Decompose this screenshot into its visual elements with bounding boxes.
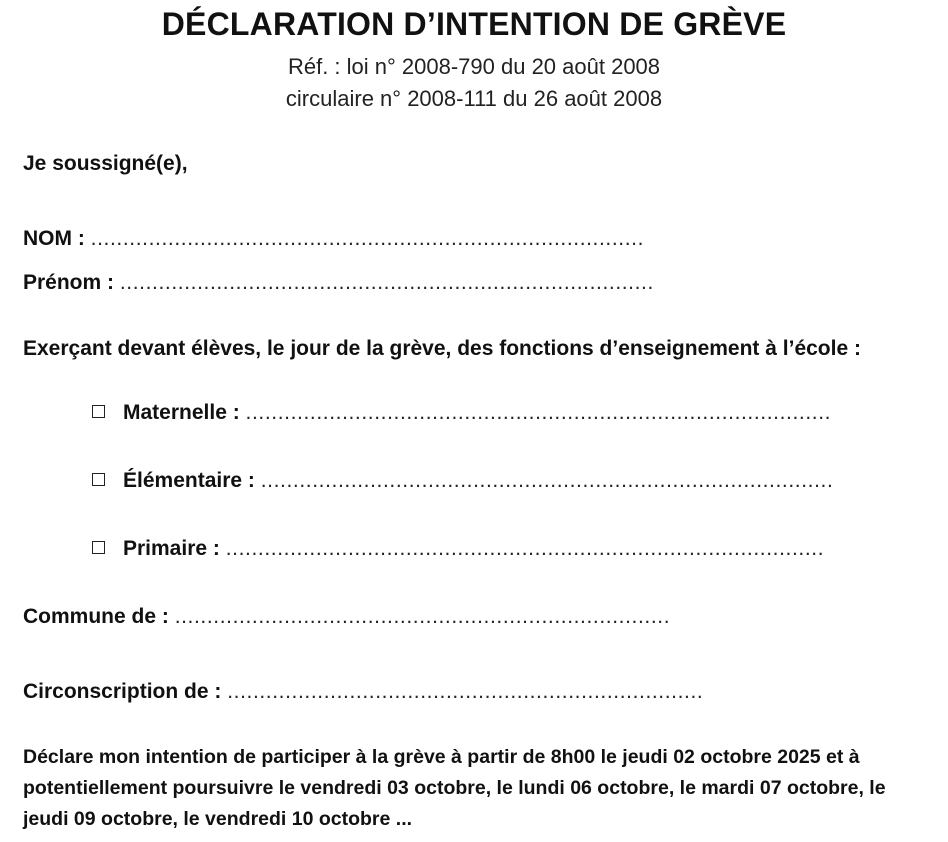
- nom-label: NOM :: [23, 227, 85, 250]
- elementaire-option[interactable]: [92, 469, 833, 493]
- primaire-dotted-line[interactable]: .............................................................................................: [225, 537, 825, 560]
- maternelle-dotted-line[interactable]: ...........................................................................................: [245, 401, 832, 424]
- maternelle-label: Maternelle :: [123, 401, 240, 424]
- prenom-field[interactable]: [23, 271, 654, 295]
- elementaire-label: Élémentaire :: [123, 469, 255, 492]
- reference-circular: circulaire n° 2008-111 du 26 août 2008: [285, 86, 663, 111]
- elementaire-checkbox[interactable]: [92, 473, 105, 486]
- exercant-statement: Exerçant devant élèves, le jour de la grève, des fonctions d’enseignement à l’école :: [23, 337, 861, 360]
- prenom-label: Prénom :: [23, 271, 115, 294]
- declaration-paragraph: Déclare mon intention de participer à la grève à partir de 8h00 le jeudi 02 octobre 2025 et à potentiellement poursuivre le vendredi 03 octobre, le lundi 06 octobre, le mardi 07 octobre, le jeudi 09 octobre, le vendredi 10 octobre ...: [23, 746, 886, 830]
- commune-dotted-line[interactable]: .............................................................................: [174, 605, 671, 628]
- nom-field[interactable]: [23, 227, 644, 251]
- nom-dotted-line[interactable]: ......................................................................................: [90, 227, 645, 250]
- elementaire-dotted-line[interactable]: .........................................................................................: [260, 469, 834, 492]
- maternelle-checkbox[interactable]: [92, 405, 105, 418]
- circonscription-dotted-line[interactable]: ..........................................................................: [227, 680, 704, 703]
- primaire-checkbox[interactable]: [92, 541, 105, 554]
- circonscription-label: Circonscription de :: [23, 680, 222, 703]
- commune-label: Commune de :: [23, 605, 169, 628]
- prenom-dotted-line[interactable]: ...................................................................................: [119, 271, 654, 294]
- maternelle-option[interactable]: [92, 401, 831, 425]
- intro-text: Je soussigné(e),: [23, 152, 188, 175]
- primaire-label: Primaire :: [123, 537, 220, 560]
- reference-law: Réf. : loi n° 2008-790 du 20 août 2008: [287, 54, 661, 79]
- commune-field[interactable]: [23, 605, 670, 629]
- primaire-option[interactable]: [92, 537, 824, 561]
- page-title: DÉCLARATION D’INTENTION DE GRÈVE: [161, 6, 787, 42]
- circonscription-field[interactable]: [23, 680, 703, 704]
